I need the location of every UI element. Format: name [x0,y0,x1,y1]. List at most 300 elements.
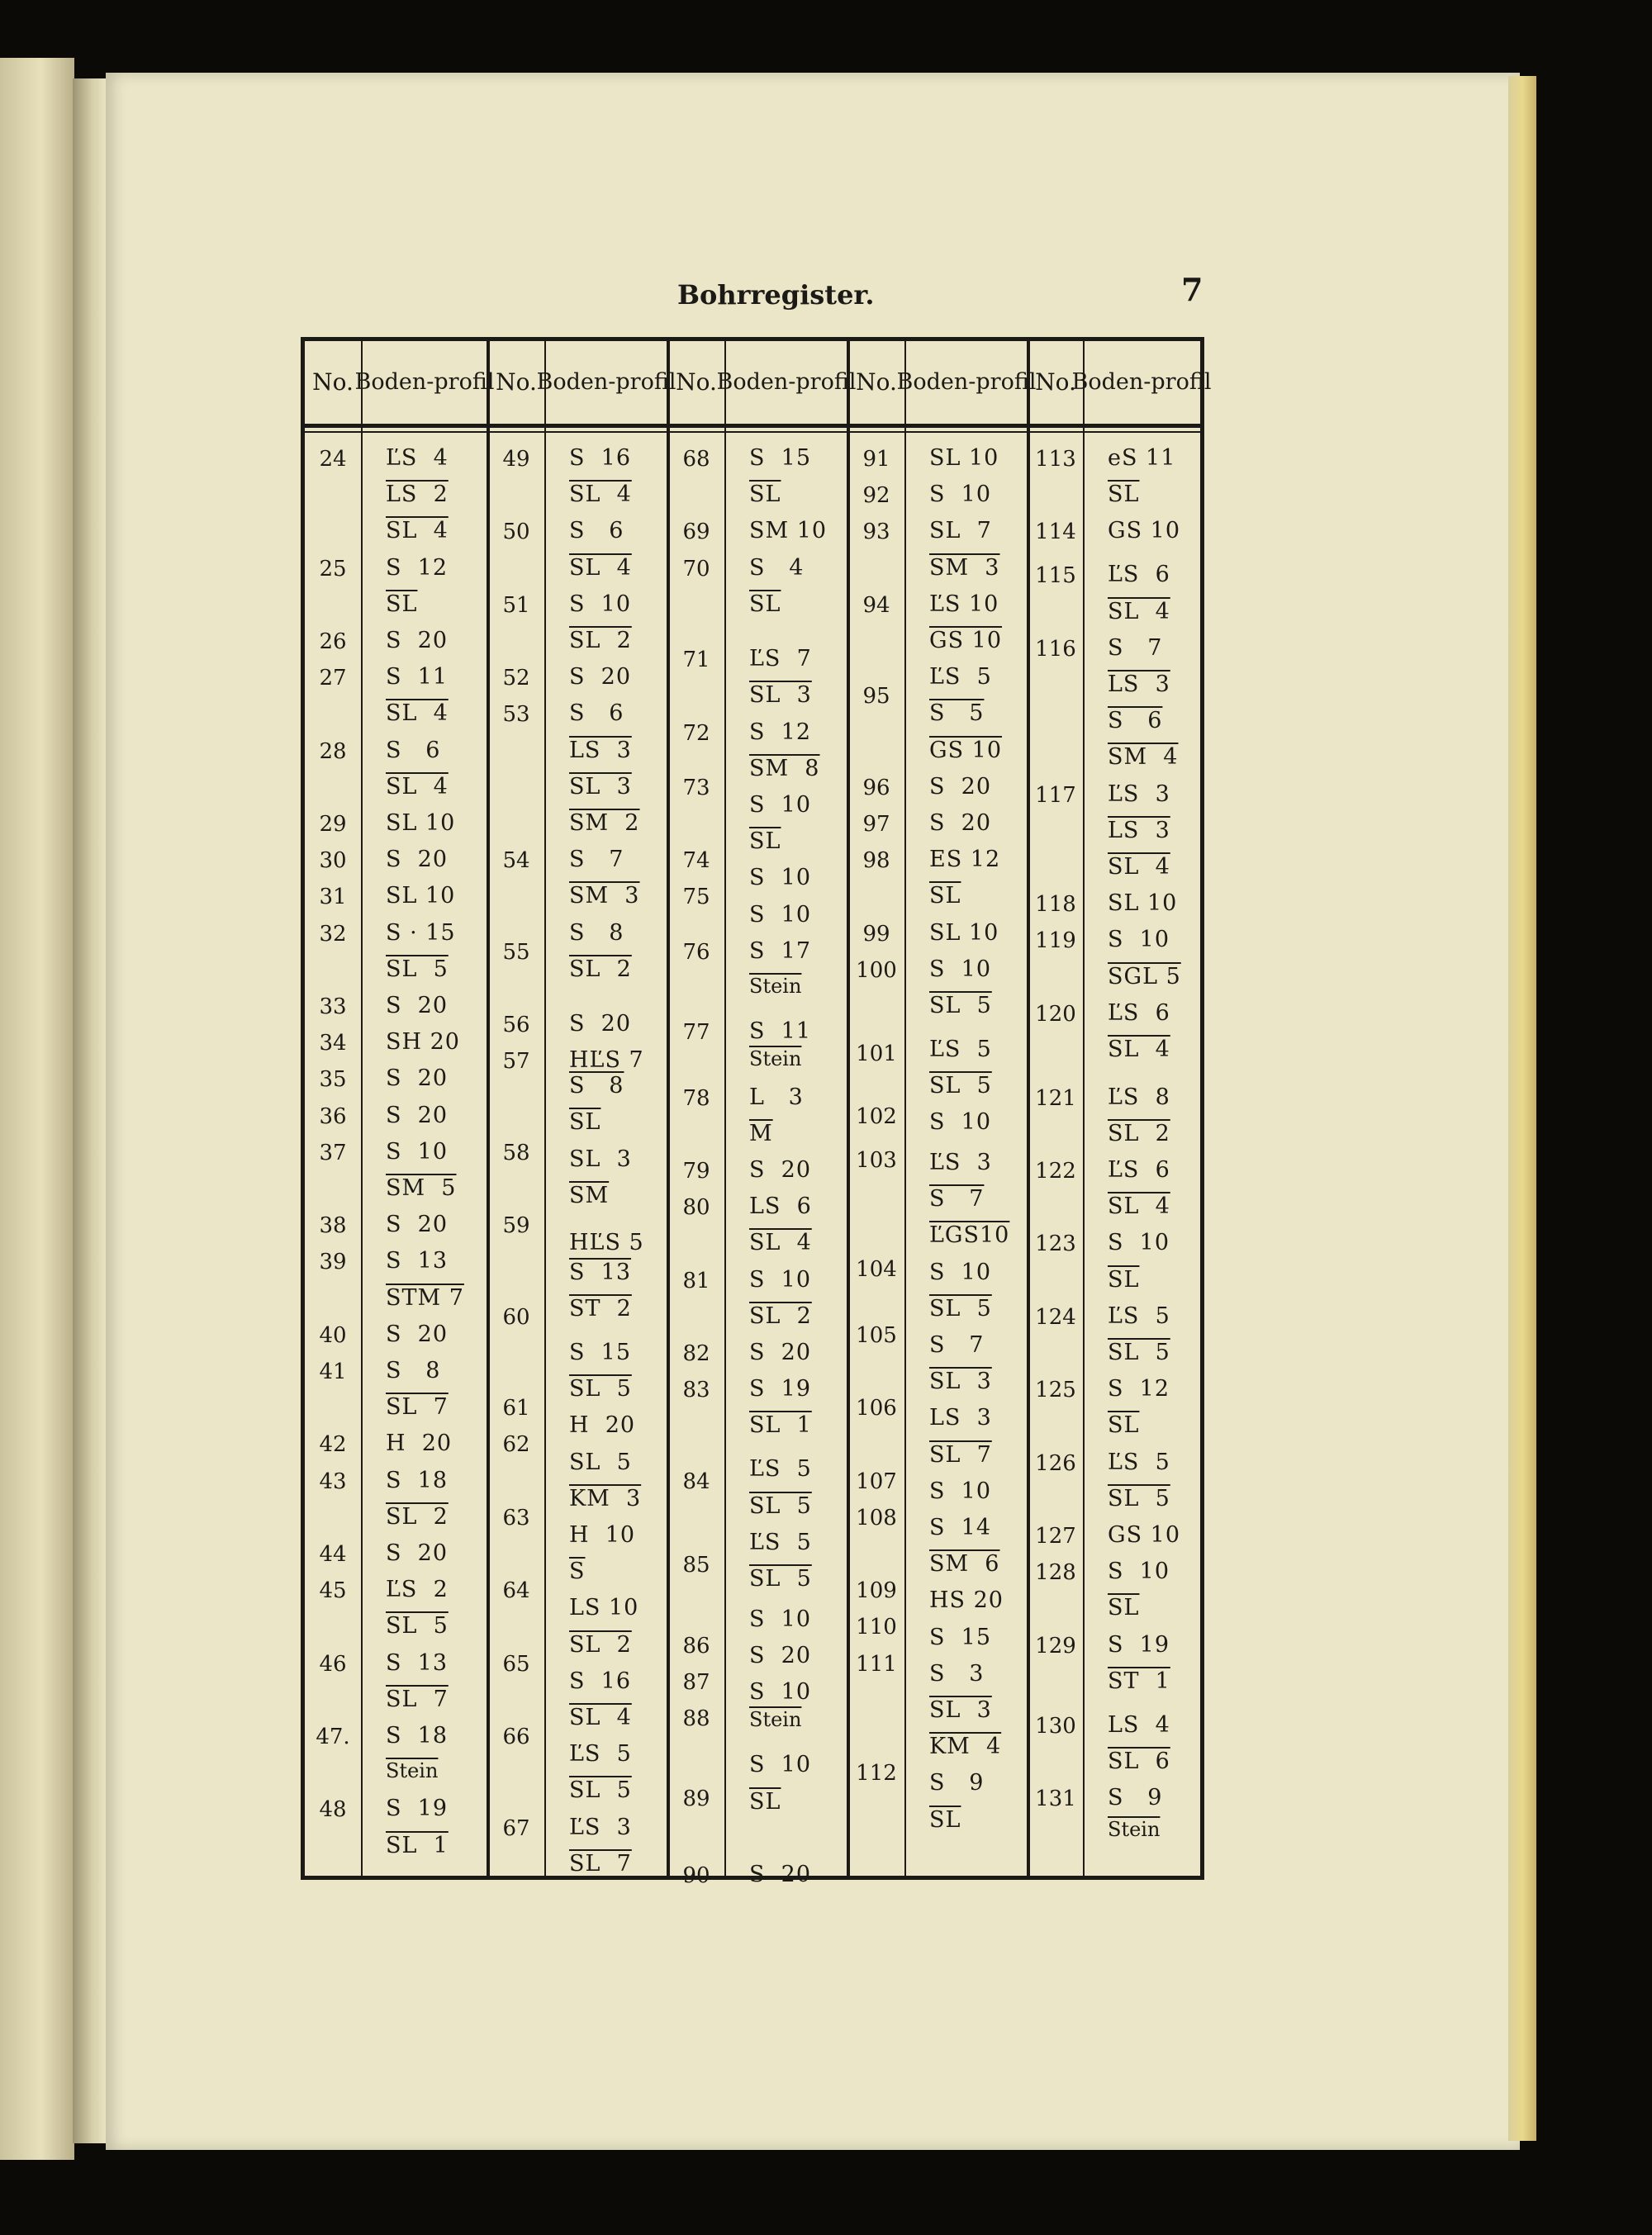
header-rule-thin [305,431,1200,433]
profile-entry: HĽS 5 [569,1230,644,1256]
borehole-number: 110 [856,1615,897,1640]
profile-entry: SM 10 [749,518,828,544]
profile-entry: SL 7 [386,1394,449,1421]
header-no: No. [312,368,354,396]
borehole-number: 130 [1035,1713,1076,1739]
profile-entry: SL 6 [1108,1748,1170,1774]
borehole-number: 85 [682,1553,710,1578]
profile-entry: S 10 [929,1478,992,1504]
borehole-number: 71 [682,648,710,673]
borehole-number: 28 [319,738,347,764]
borehole-number: 48 [319,1797,347,1823]
borehole-number: 78 [682,1085,710,1111]
profile-entry: SL 10 [386,810,456,836]
column-separator [544,341,546,1876]
borehole-number: 56 [502,1013,530,1038]
profile-entry: S 13 [386,1248,449,1274]
profile-entry: S 18 [386,1467,449,1493]
profile-entry: S 20 [386,1212,449,1238]
header-bodenprofil [716,341,857,424]
header-line-2: profil [1151,369,1212,395]
profile-stein: Stein [749,1708,802,1732]
profile-entry: SL 3 [569,773,632,800]
group-separator [1027,341,1030,1876]
profile-entry: S 10 [1108,1559,1170,1585]
profile-entry: S 20 [749,1642,812,1668]
borehole-number: 69 [682,520,710,545]
profile-entry: S 13 [569,1259,632,1285]
borehole-number: 104 [856,1257,897,1283]
group-separator [487,341,490,1876]
header-line-1: Boden- [354,369,434,395]
column-separator [724,341,726,1876]
profile-entry: S 10 [929,1109,992,1136]
header-line-2: profil [615,369,676,395]
borehole-number: 103 [856,1147,897,1173]
column-separator [361,341,363,1876]
profile-entry: SL 7 [929,1441,992,1468]
profile-entry: S 10 [749,1606,812,1632]
profile-entry: ĽS 5 [749,1529,812,1555]
header-line-2: profil [795,369,857,395]
borehole-number: 116 [1035,636,1076,662]
profile-entry: S 10 [749,1752,812,1778]
profile-entry: S 10 [386,1138,449,1165]
profile-entry: ĽS 5 [929,1037,992,1063]
profile-entry: SL 4 [569,554,632,581]
profile-entry: SL 7 [386,1686,449,1712]
profile-entry: SM 4 [1108,744,1179,771]
register-table [301,337,1212,1888]
borehole-number: 79 [682,1158,710,1184]
borehole-number: 26 [319,629,347,654]
profile-entry: ĽS 5 [569,1741,632,1768]
borehole-number: 62 [502,1432,530,1458]
profile-entry: ĽS 5 [1108,1449,1170,1475]
profile-entry: S 7 [569,847,624,873]
header-line-1: Boden- [716,369,796,395]
profile-entry: LS 4 [1108,1711,1170,1738]
borehole-number: 105 [856,1322,897,1348]
borehole-number: 70 [682,556,710,581]
profile-entry: LS 3 [929,1405,992,1431]
profile-entry: SL 3 [749,682,812,709]
borehole-number: 44 [319,1542,347,1567]
borehole-number: 98 [862,848,890,874]
borehole-number: 75 [682,885,710,910]
profile-entry: HS 20 [929,1587,1004,1614]
profile-entry: S 12 [386,554,449,581]
profile-entry: S 7 [929,1332,985,1359]
profile-entry: S 16 [569,445,632,471]
profile-entry: S 20 [386,847,449,873]
profile-entry: SL 7 [929,518,992,544]
profile-entry: ĽS 6 [1108,1156,1170,1183]
profile-entry: ĽS 7 [749,646,812,672]
profile-entry: S 20 [569,1011,632,1037]
profile-entry: SL 4 [386,773,449,800]
profile-entry: SL 10 [1108,890,1178,917]
profile-entry: SL 1 [749,1412,812,1439]
profile-entry: SL 3 [929,1697,992,1724]
profile-entry: S 4 [749,554,805,581]
header-line-2: profil [976,369,1037,395]
profile-entry: ĽS 6 [1108,562,1170,588]
borehole-number: 74 [682,848,710,874]
profile-entry: SL 5 [569,1376,632,1402]
profile-entry: S 13 [386,1649,449,1676]
profile-entry: S 10 [749,1266,812,1293]
borehole-number: 92 [862,483,890,509]
borehole-number: 55 [502,939,530,965]
profile-entry: S 14 [929,1515,992,1541]
profile-entry: S 20 [569,664,632,690]
borehole-number: 63 [502,1505,530,1530]
profile-entry: HĽS 7 [569,1047,644,1074]
header-line-1: Boden- [896,369,976,395]
column-separator [1083,341,1085,1876]
borehole-number: 88 [682,1706,710,1731]
borehole-number: 90 [682,1862,710,1888]
borehole-number: 122 [1035,1158,1076,1184]
borehole-number: 115 [1035,563,1076,589]
borehole-number: 108 [856,1505,897,1530]
header-bodenprofil [354,341,495,424]
profile-stein: Stein [1108,1817,1161,1841]
group-separator [847,341,850,1876]
borehole-number: 41 [319,1360,347,1384]
profile-entry: SL 1 [386,1832,449,1858]
profile-entry: S 20 [749,1861,812,1887]
borehole-number: 67 [502,1815,530,1841]
profile-entry: $\overline{SL}$ [569,1109,601,1136]
profile-entry: ĽS 5 [749,1456,812,1483]
borehole-number: 109 [856,1578,897,1604]
profile-entry: SL 5 [929,1295,992,1322]
header-no: No. [496,368,537,396]
borehole-number: 96 [862,775,890,800]
profile-entry: $\overline{SL}$ [1108,1266,1140,1293]
borehole-number: 94 [862,592,890,618]
profile-entry: LS 3 [1108,817,1170,843]
profile-entry: SM 6 [929,1551,1000,1578]
profile-entry: S 20 [929,810,992,836]
profile-entry: S 3 [929,1660,985,1687]
borehole-number: 66 [502,1725,530,1749]
profile-entry: SL 2 [569,956,632,982]
borehole-number: 101 [856,1042,897,1067]
group-separator [667,341,670,1876]
borehole-number: 86 [682,1633,710,1658]
profile-entry: S 11 [386,664,449,690]
profile-entry: S 10 [1108,927,1170,953]
profile-entry: SL 4 [1108,1037,1170,1063]
profile-entry: eS 11 [1108,445,1176,471]
profile-entry: ĽS 10 [929,591,999,617]
borehole-number: 65 [502,1651,530,1677]
header-line-1: Boden- [1071,369,1151,395]
borehole-number: 124 [1035,1304,1076,1330]
profile-entry: SM 2 [569,810,640,836]
profile-entry: L 3 [749,1084,804,1110]
profile-entry: SH 20 [386,1029,460,1056]
profile-entry: GS 10 [1108,518,1181,544]
profile-entry: ĽS 3 [569,1814,632,1840]
header-bodenprofil [536,341,676,424]
profile-entry: $\overline{SL}$ [1108,1412,1140,1439]
borehole-number: 89 [682,1787,710,1812]
profile-entry: SL 2 [569,1631,632,1658]
profile-entry: $\overline{SL}$ [929,883,961,909]
profile-entry: S 8 [386,1358,441,1383]
borehole-number: 81 [682,1268,710,1293]
profile-entry: S 16 [569,1668,632,1694]
profile-entry: ĽS 4 [386,445,449,471]
borehole-number: 27 [319,666,347,691]
borehole-number: 118 [1035,892,1076,918]
profile-entry: S 8 [569,919,624,946]
profile-entry: LS 2 [386,482,449,508]
profile-entry: S 11 [749,1018,812,1044]
profile-entry: H 20 [569,1412,636,1439]
profile-entry: ES 12 [929,847,1001,873]
profile-entry: ĽS 3 [1108,781,1170,807]
borehole-number: 47. [316,1725,350,1749]
profile-entry: ĽS 6 [1108,999,1170,1026]
borehole-number: 77 [682,1019,710,1045]
profile-entry: SL 2 [386,1503,449,1530]
profile-entry: SL 4 [386,700,449,727]
profile-entry: S 15 [749,445,812,471]
borehole-number: 107 [856,1469,897,1494]
profile-entry: S 10 [749,1678,812,1705]
profile-entry: S 15 [569,1339,632,1365]
borehole-number: 97 [862,812,890,837]
borehole-number: 131 [1035,1787,1076,1812]
borehole-number: 36 [319,1103,347,1129]
profile-entry: SM 8 [749,755,820,781]
profile-entry: S 10 [749,901,812,928]
profile-entry: $\overline{SM}$ [569,1182,610,1208]
profile-entry: $\overline{SL}$ [929,1806,961,1833]
borehole-number: 127 [1035,1523,1076,1549]
header-no: No. [676,368,717,396]
borehole-number: 35 [319,1067,347,1093]
borehole-number: 72 [682,720,710,746]
profile-entry: S 10 [749,865,812,891]
profile-entry: S 20 [749,1339,812,1365]
profile-entry: $\overline{SL}$ [749,828,781,855]
left-page [0,58,74,2160]
profile-entry: SL 4 [386,518,449,544]
profile-entry: LS 6 [749,1193,812,1220]
profile-entry: H 20 [386,1431,453,1457]
borehole-number: 76 [682,939,710,965]
column-separator [904,341,906,1876]
borehole-number: 106 [856,1396,897,1421]
profile-entry: SL 4 [1108,598,1170,624]
profile-entry: SL 5 [929,993,992,1018]
profile-entry: SL 5 [386,1613,449,1639]
profile-entry: SL 10 [929,919,999,946]
borehole-number: 125 [1035,1378,1076,1403]
profile-entry: SL 2 [569,628,632,653]
profile-entry: SL 5 [386,956,449,982]
borehole-number: 25 [319,556,347,581]
profile-entry: S 10 [749,791,812,818]
profile-entry: S 10 [569,591,632,617]
profile-stein: Stein [386,1759,439,1783]
profile-entry: $\overline{SL}$ [749,591,781,617]
profile-entry: GS 10 [1108,1521,1181,1548]
profile-entry: LS 3 [569,737,632,763]
borehole-number: 73 [682,775,710,800]
profile-entry: $\overline{SL}$ [386,591,418,617]
profile-entry: S 20 [749,1156,812,1183]
profile-entry: S 20 [386,1065,449,1092]
profile-entry: S 19 [749,1376,812,1402]
profile-entry: SL 3 [569,1146,632,1172]
profile-entry: SL 4 [1108,1193,1170,1220]
profile-entry: S 6 [569,518,624,544]
profile-entry: S 10 [1108,1230,1170,1256]
profile-entry: $\overline{SL}$ [749,482,781,508]
borehole-number: 34 [319,1031,347,1056]
profile-entry: SL 4 [569,1704,632,1730]
profile-entry: SL 5 [749,1492,812,1519]
profile-entry: SL 5 [569,1449,632,1475]
header-bodenprofil [1071,341,1212,424]
profile-entry: ĽS 2 [386,1577,449,1603]
profile-entry: S 9 [929,1770,985,1796]
borehole-number: 32 [319,921,347,947]
borehole-number: 39 [319,1250,347,1275]
profile-stein: Stein [749,974,802,998]
borehole-number: 111 [856,1651,897,1677]
profile-entry: $\overline{SL}$ [1108,482,1140,508]
borehole-number: 54 [502,848,530,874]
borehole-number: 50 [502,520,530,545]
profile-entry: S 10 [929,1259,992,1285]
profile-entry: KM 4 [929,1734,1002,1760]
borehole-number: 100 [856,957,897,983]
profile-entry: S 19 [386,1796,449,1822]
profile-entry: SM 3 [569,883,640,909]
profile-entry: S 20 [386,1102,449,1128]
profile-entry: SGL 5 [1108,963,1181,989]
profile-entry: $\overline{S}$ [569,1559,586,1585]
profile-entry: S 20 [386,993,449,1018]
borehole-number: 68 [682,447,710,472]
borehole-number: 126 [1035,1450,1076,1476]
profile-entry: $\overline{SL}$ [1108,1595,1140,1621]
borehole-number: 38 [319,1213,347,1239]
borehole-number: 95 [862,684,890,709]
borehole-number: 45 [319,1578,347,1604]
header-no: No. [1035,368,1076,396]
borehole-number: 102 [856,1103,897,1129]
profile-entry: S · 15 [386,919,456,946]
borehole-number: 37 [319,1140,347,1165]
profile-entry: LS 10 [569,1595,639,1621]
borehole-number: 42 [319,1432,347,1458]
profile-entry: STM 7 [386,1284,464,1311]
profile-entry: $\overline{SL}$ [749,1788,781,1815]
borehole-number: 53 [502,702,530,728]
profile-entry: LS 3 [1108,671,1170,698]
header-rule [305,424,1200,428]
borehole-number: 119 [1035,928,1076,954]
borehole-number: 43 [319,1469,347,1494]
borehole-number: 99 [862,921,890,947]
borehole-number: 114 [1035,520,1076,545]
borehole-number: 123 [1035,1231,1076,1257]
profile-entry: S 5 [929,700,985,727]
profile-entry: S 20 [386,1321,449,1347]
profile-entry: SL 2 [749,1303,812,1329]
profile-entry: S 8 [569,1073,624,1099]
profile-entry: S 10 [929,482,992,508]
profile-entry: SL 5 [929,1073,992,1099]
header-no: No. [856,368,897,396]
profile-entry: ĽS 8 [1108,1084,1170,1110]
profile-entry: S 20 [386,628,449,653]
profile-entry: S 17 [749,937,812,964]
running-head: Bohrregister. [677,279,875,311]
page-number: 7 [1181,271,1203,308]
borehole-number: 91 [862,447,890,472]
profile-entry: SL 5 [569,1777,632,1804]
profile-entry: SL 2 [1108,1120,1170,1146]
profile-entry: $\overline{M}$ [749,1120,773,1146]
profile-entry: S 7 [929,1186,985,1212]
header-line-1: Boden- [536,369,616,395]
profile-entry: SM 3 [929,554,1000,581]
borehole-number: 61 [502,1396,530,1421]
header-line-2: profil [434,369,495,395]
borehole-number: 57 [502,1049,530,1075]
borehole-number: 82 [682,1341,710,1366]
profile-entry: SL 10 [929,445,999,471]
profile-entry: SL 3 [929,1369,992,1395]
borehole-number: 87 [682,1669,710,1695]
borehole-number: 60 [502,1304,530,1330]
profile-entry: ĽS 3 [929,1150,992,1176]
borehole-number: 112 [856,1761,897,1787]
borehole-number: 46 [319,1651,347,1677]
profile-entry: S 12 [1108,1376,1170,1402]
borehole-number: 83 [682,1378,710,1403]
borehole-number: 93 [862,520,890,545]
profile-entry: H 10 [569,1521,636,1548]
profile-entry: SL 5 [1108,1339,1170,1365]
profile-entry: ĽGS10 [929,1222,1010,1249]
profile-entry: KM 3 [569,1485,642,1511]
profile-entry: SL 5 [749,1565,812,1592]
page-stack-edge [1508,76,1536,2141]
borehole-number: 117 [1035,782,1076,808]
profile-entry: SM 5 [386,1175,457,1201]
header-bodenprofil [896,341,1037,424]
profile-entry: ĽS 5 [1108,1303,1170,1329]
borehole-number: 40 [319,1322,347,1348]
borehole-number: 33 [319,994,347,1019]
profile-entry: SL 10 [386,883,456,909]
profile-entry: ST 2 [569,1295,632,1322]
borehole-number: 120 [1035,1001,1076,1027]
profile-entry: S 7 [1108,634,1163,661]
profile-entry: S 9 [1108,1785,1163,1811]
